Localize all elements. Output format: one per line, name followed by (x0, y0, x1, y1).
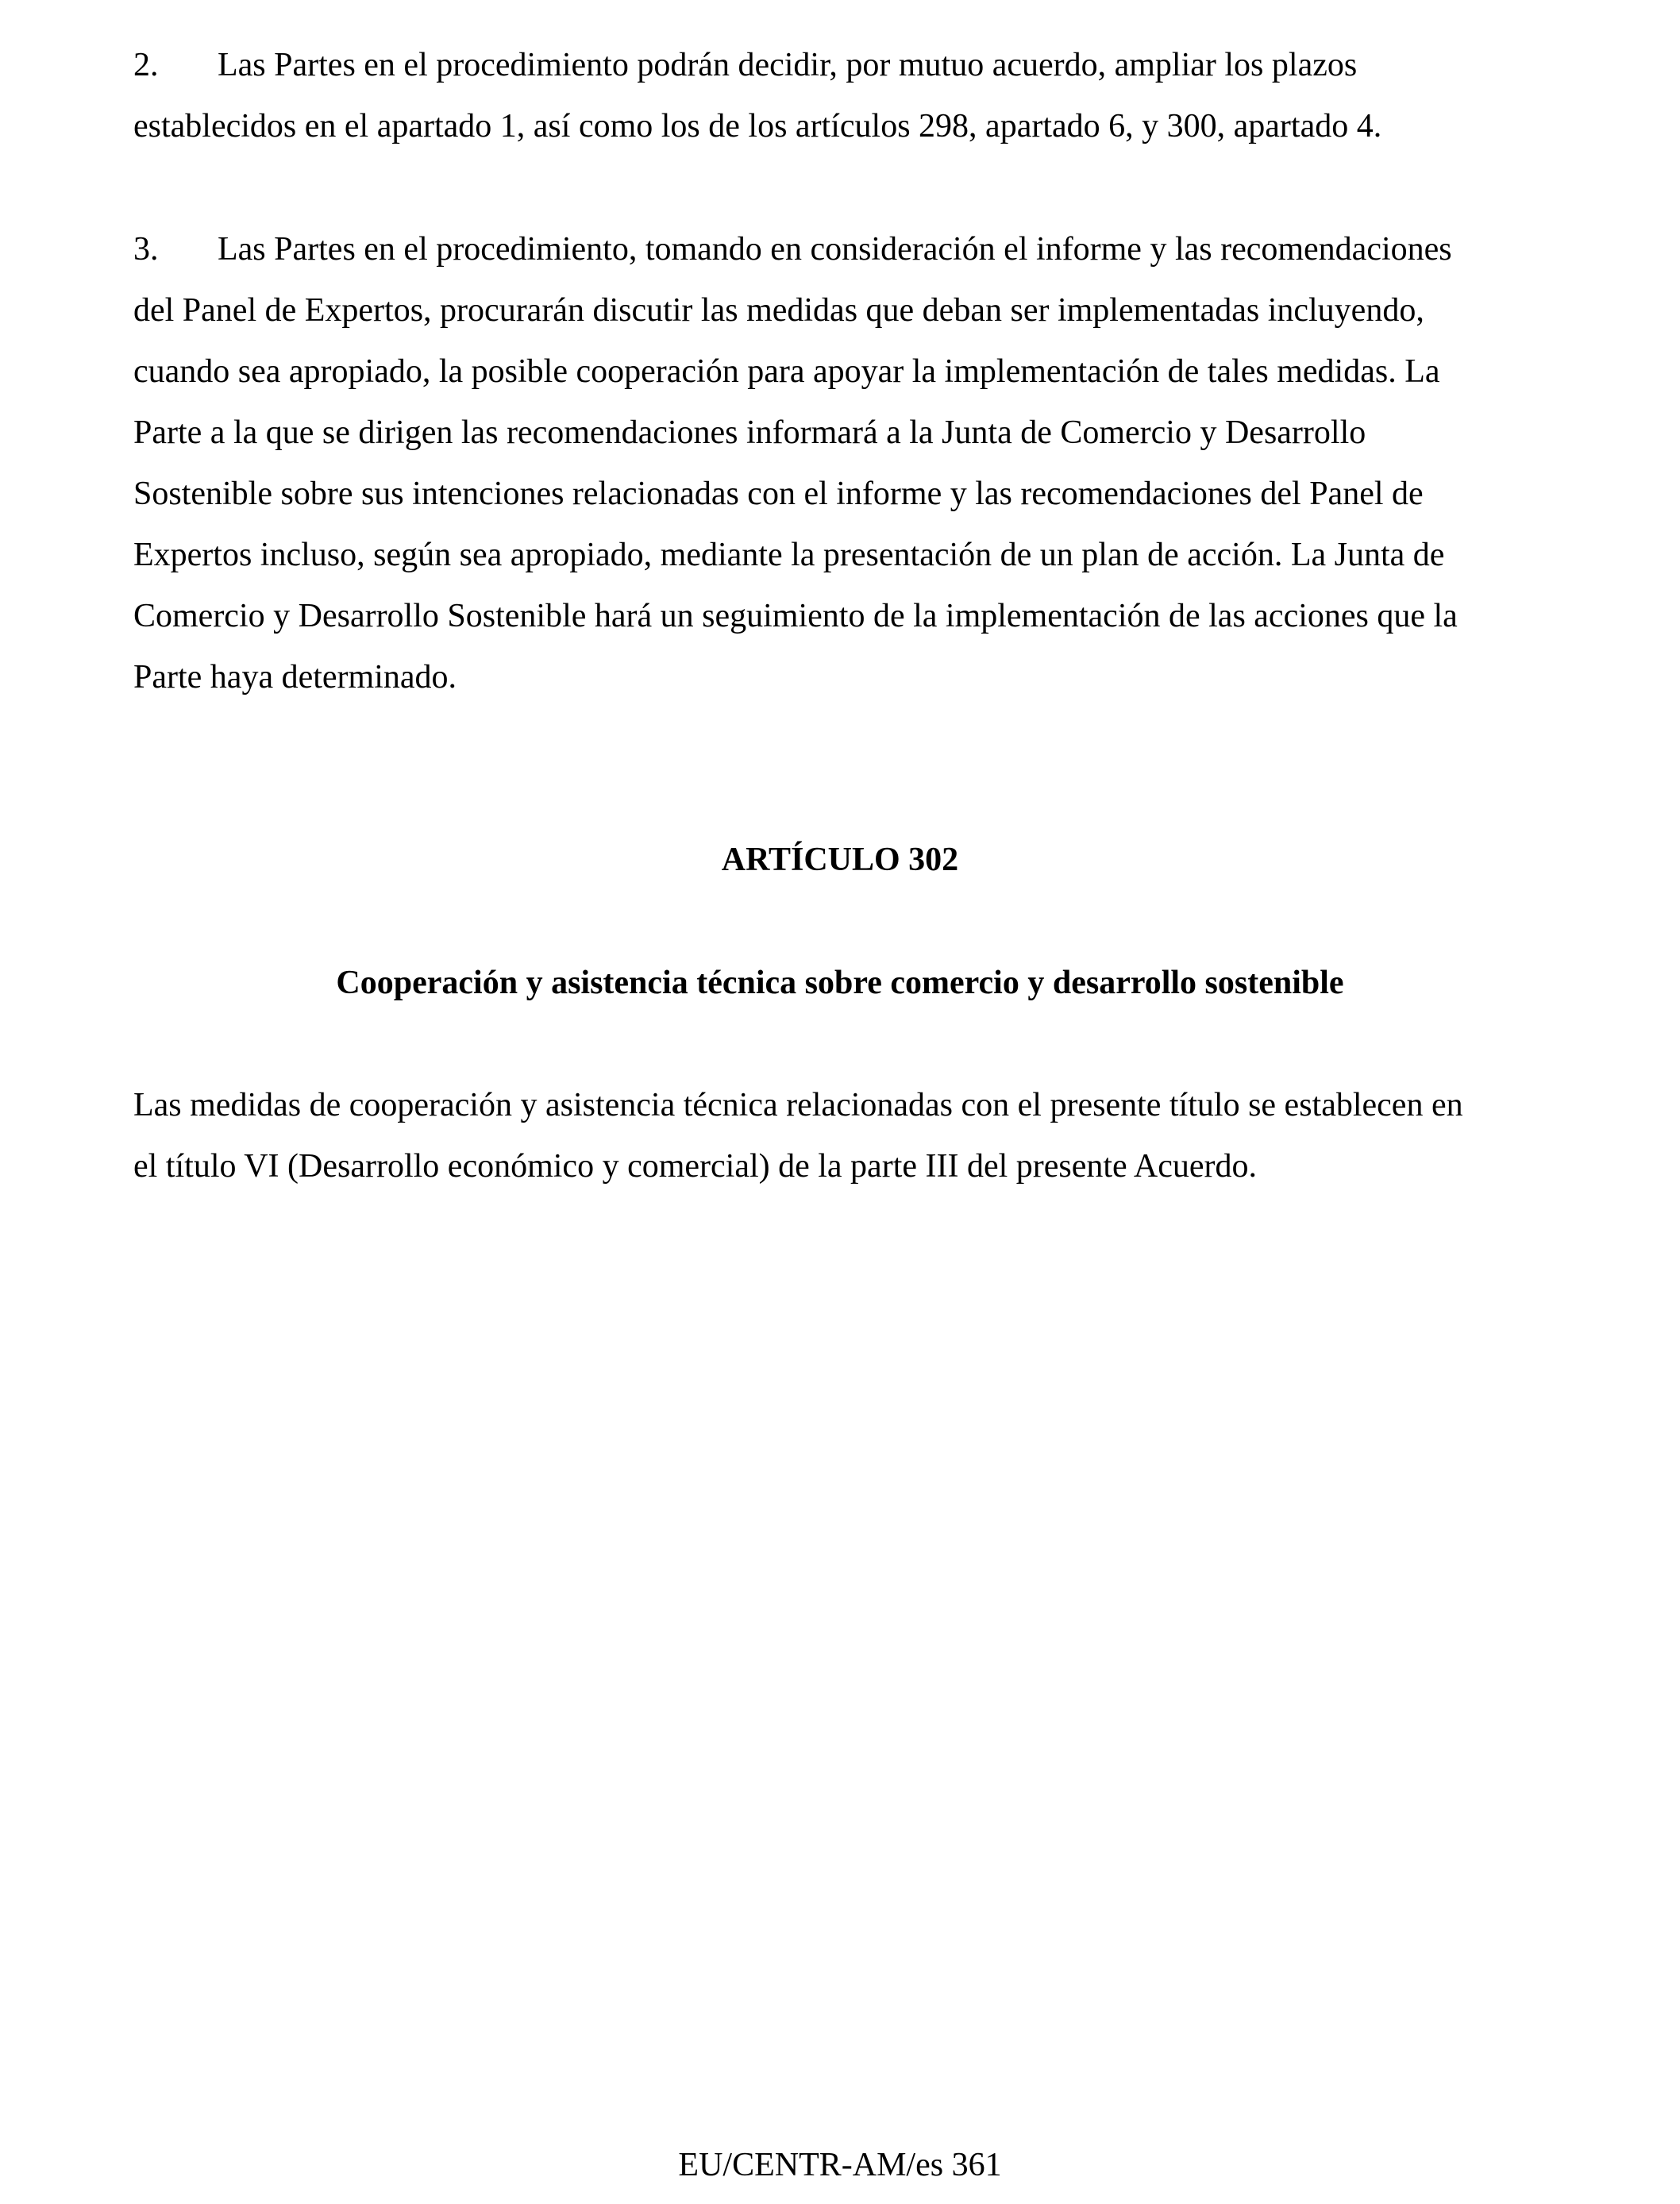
paragraph-line: Parte haya determinado. (133, 659, 457, 695)
paragraph-line (133, 219, 1555, 280)
paragraph-line: cuando sea apropiado, la posible cooperación para apoyar la implementación de tales medidas. La (133, 353, 1440, 390)
article-subtitle: Cooperación y asistencia técnica sobre comercio y desarrollo sostenible (336, 965, 1344, 1001)
paragraph-line: Sostenible sobre sus intenciones relacionadas con el informe y las recomendaciones del Panel de (133, 476, 1424, 512)
paragraph-text: Las Partes en el procedimiento podrán decidir, por mutuo acuerdo, ampliar los plazos (218, 47, 1358, 83)
paragraph-line: Parte a la que se dirigen las recomendaciones informará a la Junta de Comercio y Desarrollo (133, 414, 1366, 451)
paragraph-line: Las medidas de cooperación y asistencia técnica relacionadas con el presente título se establecen en (133, 1087, 1463, 1123)
paragraph-line: Comercio y Desarrollo Sostenible hará un seguimiento de la implementación de las acciones que la (133, 598, 1458, 634)
paragraph-line (133, 35, 1555, 96)
paragraph-number: 3. (133, 231, 159, 268)
paragraph-text: Las Partes en el procedimiento, tomando en consideración el informe y las recomendaciones (218, 231, 1452, 268)
paragraph-3 (133, 219, 1555, 708)
paragraph-line: establecidos en el apartado 1, así como los de los artículos 298, apartado 6, y 300, apartado 4. (133, 108, 1382, 144)
article-title: ARTÍCULO 302 (721, 842, 959, 878)
article-body (133, 1075, 1555, 1197)
page-footer-reference: EU/CENTR-AM/es 361 (678, 2147, 1002, 2183)
paragraph-line: del Panel de Expertos, procurarán discutir las medidas que deban ser implementadas incluyendo, (133, 292, 1424, 329)
paragraph-line: Expertos incluso, según sea apropiado, mediante la presentación de un plan de acción. La Junta de (133, 537, 1445, 573)
paragraph-number: 2. (133, 47, 159, 83)
paragraph-2 (133, 35, 1555, 157)
paragraph-line: el título VI (Desarrollo económico y comercial) de la parte III del presente Acuerdo. (133, 1148, 1257, 1185)
